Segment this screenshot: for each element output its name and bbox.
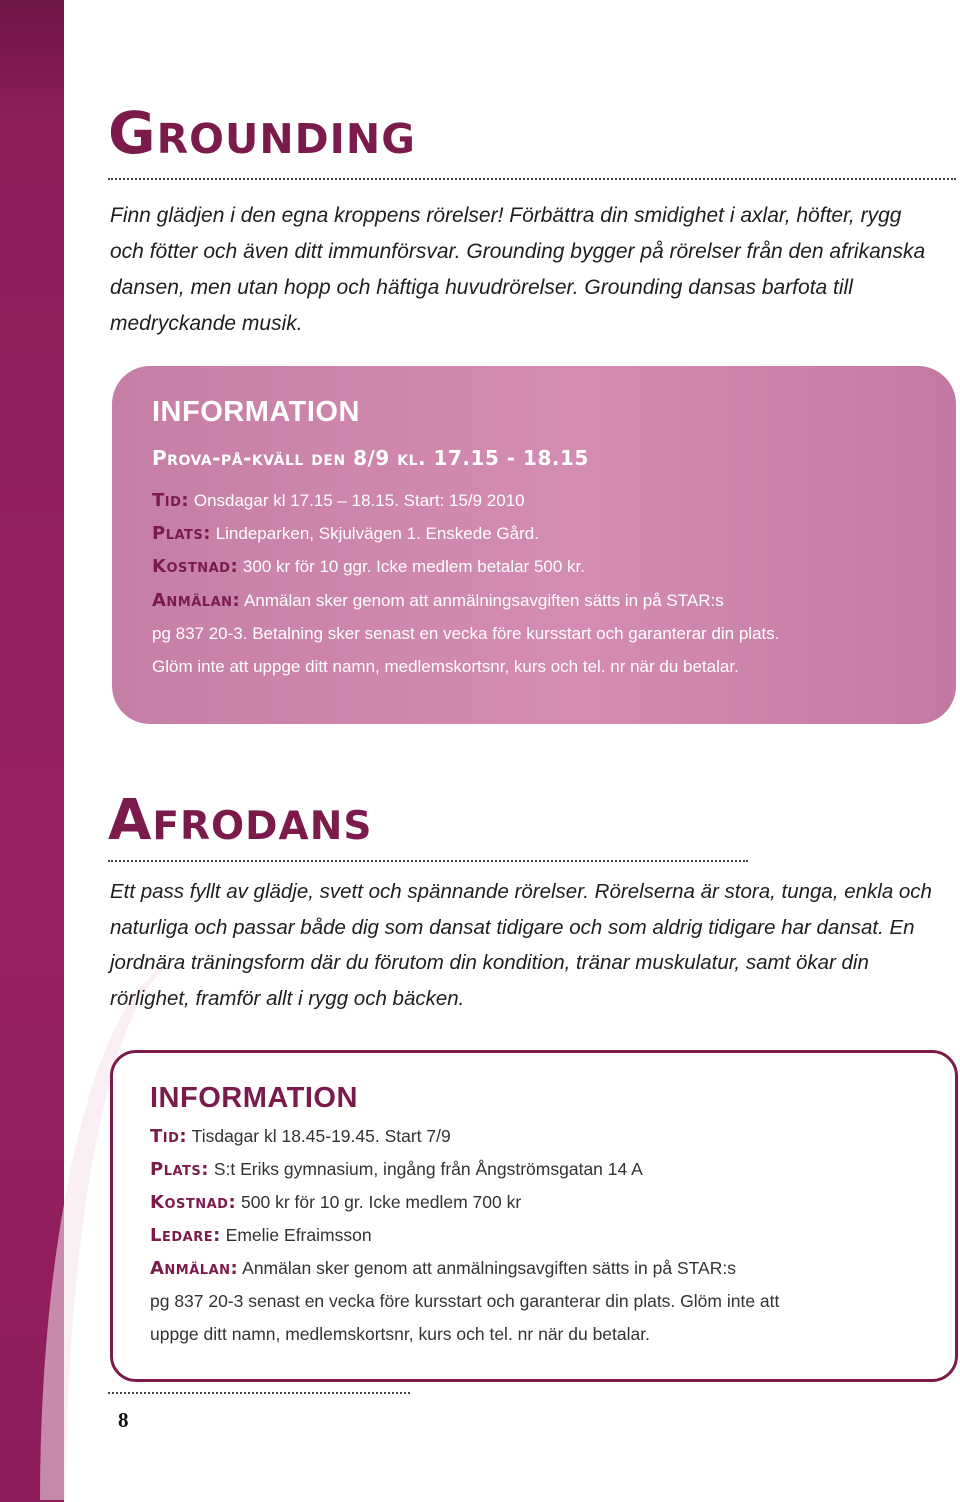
afrodans-anmalan-line-3: uppge ditt namn, medlemskortsnr, kurs och tel. nr när du betalar.: [150, 1324, 650, 1344]
afrodans-anmalan-row: [150, 1258, 736, 1279]
kostnad-value: 500 kr för 10 gr. Icke medlem 700 kr: [241, 1192, 522, 1212]
grounding-info-title: INFORMATION: [152, 396, 360, 428]
grounding-intro-text: Finn glädjen i den egna kroppens rörelser! Förbättra din smidighet i axlar, höfter, rygg och fötter och även ditt immunförsvar. Grounding bygger på rörelser från den afrikanska dansen, men utan hopp och häftiga huvudrörelser. Grounding dansas barfota till medryckande musik.: [110, 204, 926, 335]
anmalan-value: Anmälan sker genom att anmälningsavgiften sätts in på STAR:s: [244, 591, 724, 610]
anmalan-label: Anmälan:: [152, 590, 241, 611]
plats-label: Plats:: [150, 1159, 209, 1180]
grounding-info-subtitle: Prova-på-kväll den 8/9 kl. 17.15 - 18.15: [152, 446, 589, 470]
plats-label: Plats:: [152, 523, 211, 544]
grounding-anmalan-line-2: pg 837 20-3. Betalning sker senast en vecka före kursstart och garanterar din plats.: [152, 624, 780, 643]
anmalan-value: Anmälan sker genom att anmälningsavgiften sätts in på STAR:s: [242, 1258, 736, 1278]
afrodans-intro-text: Ett pass fyllt av glädje, svett och spännande rörelser. Rörelserna är stora, tunga, enkla och naturliga och passar både dig som dansat tidigare och som aldrig tidigare har dansat. En jordnära träningsform där du förutom din kondition, tränar muskulatur, samt ökar din rörlighet, framför allt i rygg och bäcken.: [110, 880, 932, 1010]
grounding-anmalan-line-3: Glöm inte att uppge ditt namn, medlemskortsnr, kurs och tel. nr när du betalar.: [152, 657, 739, 676]
kostnad-value: 300 kr för 10 ggr. Icke medlem betalar 500 kr.: [242, 557, 585, 576]
grounding-plats-row: [152, 523, 539, 544]
divider-dotted: [108, 178, 956, 180]
tid-label: Tid:: [152, 490, 190, 511]
afrodans-ledare-row: [150, 1225, 372, 1246]
kostnad-label: Kostnad:: [150, 1192, 237, 1213]
plats-value: Lindeparken, Skjulvägen 1. Enskede Gård.: [215, 524, 539, 543]
afrodans-info-title: INFORMATION: [150, 1082, 358, 1114]
afrodans-plats-row: [150, 1159, 643, 1180]
anmalan-label: Anmälan:: [150, 1258, 239, 1279]
divider-dotted: [108, 860, 748, 862]
tid-value: Tisdagar kl 18.45-19.45. Start 7/9: [191, 1126, 451, 1146]
footer-divider-dotted: [108, 1392, 410, 1394]
grounding-tid-row: [152, 490, 525, 511]
afrodans-heading: Afrodans: [108, 788, 373, 853]
afrodans-tid-row: [150, 1126, 451, 1147]
afrodans-anmalan-line-2: pg 837 20-3 senast en vecka före kursstart och garanterar din plats. Glöm inte att: [150, 1291, 780, 1311]
ledare-label: Ledare:: [150, 1225, 221, 1246]
tid-value: Onsdagar kl 17.15 – 18.15. Start: 15/9 2010: [193, 491, 525, 510]
tid-label: Tid:: [150, 1126, 188, 1147]
grounding-heading: Grounding: [108, 99, 416, 167]
grounding-anmalan-row: [152, 590, 724, 611]
ledare-value: Emelie Efraimsson: [225, 1225, 372, 1245]
plats-value: S:t Eriks gymnasium, ingång från Ångströmsgatan 14 A: [213, 1159, 643, 1179]
afrodans-kostnad-row: [150, 1192, 521, 1213]
grounding-kostnad-row: [152, 556, 585, 577]
page-number: 8: [118, 1408, 129, 1432]
kostnad-label: Kostnad:: [152, 556, 239, 577]
